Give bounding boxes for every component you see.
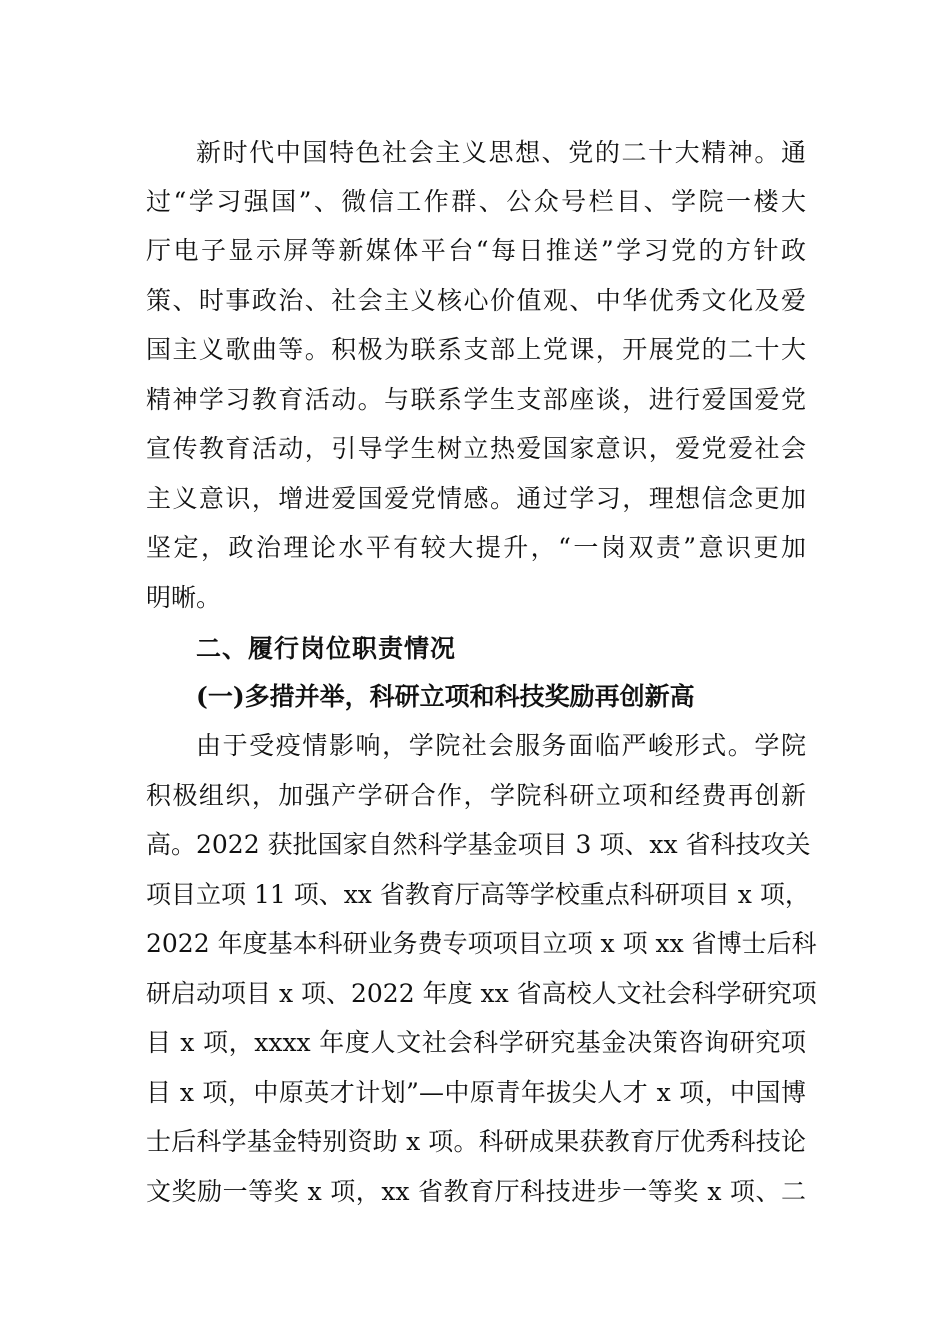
paragraph-line: 宣传教育活动，引导学生树立热爱国家意识，爱党爱社会 — [146, 434, 806, 463]
paragraph-line: 厅电子显示屏等新媒体平台“每日推送”学习党的方针政 — [146, 236, 806, 265]
paragraph-line: 积极组织，加强产学研合作，学院科研立项和经费再创新 — [146, 781, 806, 810]
paragraph-line: 士后科学基金特别资助 x 项。科研成果获教育厅优秀科技论 — [146, 1127, 806, 1156]
paragraph-line: 策、时事政治、社会主义核心价值观、中华优秀文化及爱 — [146, 286, 806, 315]
paragraph-line: 文奖励一等奖 x 项，xx 省教育厅科技进步一等奖 x 项、二 — [146, 1177, 806, 1206]
paragraph-line: 2022 年度基本科研业务费专项项目立项 x 项 xx 省博士后科 — [146, 929, 817, 958]
paragraph-line: 精神学习教育活动。与联系学生支部座谈，进行爱国爱党 — [146, 385, 806, 414]
paragraph-line: 由于受疫情影响，学院社会服务面临严峻形式。学院 — [196, 731, 806, 760]
paragraph-line: 项目立项 11 项、xx 省教育厅高等学校重点科研项目 x 项， — [146, 880, 810, 909]
paragraph-line: 国主义歌曲等。积极为联系支部上党课，开展党的二十大 — [146, 335, 806, 364]
paragraph-line: 高。2022 获批国家自然科学基金项目 3 项、xx 省科技攻关 — [146, 830, 811, 859]
paragraph-line: 目 x 项，xxxx 年度人文社会科学研究基金决策咨询研究项 — [146, 1028, 806, 1057]
subsection-heading: (一)多措并举，科研立项和科技奖励再创新高 — [196, 682, 695, 711]
paragraph-line: 目 x 项，中原英才计划”—中原青年拔尖人才 x 项，中国博 — [146, 1078, 806, 1107]
section-heading: 二、履行岗位职责情况 — [196, 634, 457, 663]
paragraph-line: 明晰。 — [146, 583, 222, 612]
paragraph-line: 坚定，政治理论水平有较大提升，“一岗双责”意识更加 — [146, 533, 806, 562]
paragraph-line: 研启动项目 x 项、2022 年度 xx 省高校人文社会科学研究项 — [146, 979, 817, 1008]
paragraph-line: 主义意识，增进爱国爱党情感。通过学习，理想信念更加 — [146, 484, 806, 513]
paragraph-line: 过“学习强国”、微信工作群、公众号栏目、学院一楼大 — [146, 187, 806, 216]
paragraph-line: 新时代中国特色社会主义思想、党的二十大精神。通 — [196, 138, 806, 167]
